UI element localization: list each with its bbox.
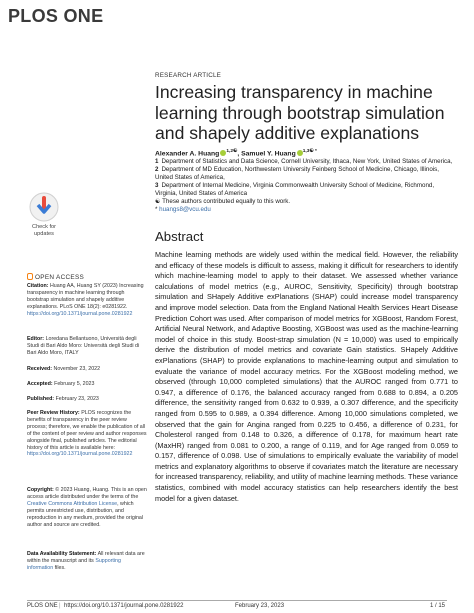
email-link[interactable]: huangs8@vcu.edu xyxy=(159,206,211,213)
citation-block: Citation: Huang AA, Huang SY (2023) Increasing transparency in machine learning through bootstrap simulation and shapely additive explanations. PLoS ONE 18(2): e0281922. https://doi.org/10.1371/journal.pone.0281922 xyxy=(27,283,144,317)
article-title: Increasing transparency in machine learning through bootstrap simulation and shapely additive explanations xyxy=(155,82,445,144)
check-for-updates-icon[interactable] xyxy=(29,192,59,222)
journal-logo[interactable]: PLOS ONE xyxy=(8,6,104,26)
author-notes xyxy=(155,198,455,214)
author-affil: 1,3☯ * xyxy=(302,149,317,154)
affiliation-item: 3 Department of Internal Medicine, Virginia Commonwealth University School of Medicine, Richmond, Virginia, United States of America xyxy=(155,181,435,197)
footer-journal: PLOS ONE xyxy=(27,603,58,609)
footer-date: February 23, 2023 xyxy=(235,603,285,609)
author-affil: 1,2☯ xyxy=(226,149,238,154)
check-for-updates-label[interactable]: Check for updates xyxy=(32,224,56,237)
published-date: Published: February 23, 2023 xyxy=(27,396,99,402)
affiliations xyxy=(155,158,455,198)
author-name[interactable]: Alexander A. Huang xyxy=(155,150,220,158)
accepted-date: Accepted: February 5, 2023 xyxy=(27,381,95,387)
author-name[interactable]: Samuel Y. Huang xyxy=(241,150,296,158)
affiliation-item: 2 Department of MD Education, Northwestern University Feinberg School of Medicine, Chicago, Illinois, United States of America, xyxy=(155,165,439,181)
open-access-badge: OPEN ACCESS xyxy=(27,273,84,281)
affiliation-item: 1 Department of Statistics and Data Science, Cornell University, Ithaca, New York, United States of America, xyxy=(155,158,453,165)
received-date: Received: November 23, 2022 xyxy=(27,366,101,372)
peer-review-doi-link[interactable]: https://doi.org/10.1371/journal.pone.0281922 xyxy=(27,451,133,458)
footer-divider xyxy=(27,600,447,601)
corresponding-author: * huangs8@vcu.edu xyxy=(155,206,211,213)
license-link[interactable]: Creative Commons Attribution License xyxy=(27,500,118,507)
equal-contribution-note: ☯ These authors contributed equally to this work. xyxy=(155,198,291,205)
page-number: 1 / 15 xyxy=(430,603,446,609)
abstract-heading: Abstract xyxy=(155,229,204,244)
copyright-block: Copyright: © 2023 Huang, Huang. This is an open access article distributed under the terms of the Creative Commons Attribution License, which permits unrestricted use, distribution, and reproduction in any medium, provided the original author and source are credited. xyxy=(27,487,147,528)
citation-doi-link[interactable]: https://doi.org/10.1371/journal.pone.0281922 xyxy=(27,310,133,317)
author-list: Alexander A. Huang $^{1,2☯}$, Samuel Y. Huang $^{1,3☯ *}$ xyxy=(155,149,317,158)
data-availability-block: Data Availability Statement: All relevant data are within the manuscript and its Supporting information files. xyxy=(27,551,145,571)
editor-block: Editor: Loredana Bellantuono, Università degli Studi di Bari Aldo Moro: Università degli Studi di Bari Aldo Moro, ITALY xyxy=(27,336,140,356)
article-type: RESEARCH ARTICLE xyxy=(155,72,222,79)
supporting-info-link[interactable]: Supporting information xyxy=(27,557,121,571)
open-lock-icon xyxy=(27,273,33,280)
footer-separator: | xyxy=(59,603,61,609)
abstract-text: Machine learning methods are widely used within the medical field. However, the reliability and efficacy of these models is difficult to assess, making it difficult for researchers to identify which machine-learning model to apply to their dataset. We assessed whether variance calculations of model metrics (e.g., AUROC, Sensitivity, Specificity) through bootstrap simulation and SHapely Additive exPlanations (SHAP) could increase model transparency and improve model selection. Data from the England National Health Services Heart Disease Prediction Cohort was used. After comparison of model metrics for XGBoost, Random Forest, Artificial Neural Network, and Adaptive Boosting, XGBoost was used as the machine-learning model of choice in this study. Boost-strap simulation (N = 10,000) was used to empirically derive the distribution of model metrics and covariate Gain statistics. SHapely Additive exPlanations (SHAP) to provide explanations to machine-learning output and simulation to evaluate the variance of model accuracy metrics. For the XGBoost modeling method, we observed (through 10,000 completed simulations) that the AUROC ranged from 0.771 to 0.947, a difference of 0.176, the balanced accuracy ranged from 0.688 to 0.894, a 0.205 difference, the sensitivity ranged from 0.632 to 0.939, a 0.307 difference, and the specificity ranged from 0.595 to 0.989, a 0.394 difference. Among 10,000 simulations completed, we observed that the gain for Angina ranged from 0.225 to 0.456, a difference of 0.231, for Cholesterol ranged from 0.148 to 0.326, a difference of 0.178, for maximum heart rate (MaxHR) ranged from 0.081 to 0.200, a range of 0.119, and for Age ranged from 0.059 to 0.157, difference of 0.098. Use of simulations to empirically evaluate the variability of model metrics and explanatory algorithms to observe if covariates match the literature are necessary for increased transparency, reliability, and utility of machine learning methods. These variance statistics, combined with model accuracy statistics can help researchers identify the best model for a given dataset. xyxy=(155,250,458,503)
peer-review-block: Peer Review History: PLOS recognizes the benefits of transparency in the peer review process; therefore, we enable the publication of all of the content of peer review and author responses alongside final, published articles. The editorial history of this article is available here: https://doi.org/10.1371/journal.pone.0281922 xyxy=(27,410,147,458)
footer-doi-link[interactable]: https://doi.org/10.1371/journal.pone.0281922 xyxy=(64,603,184,609)
